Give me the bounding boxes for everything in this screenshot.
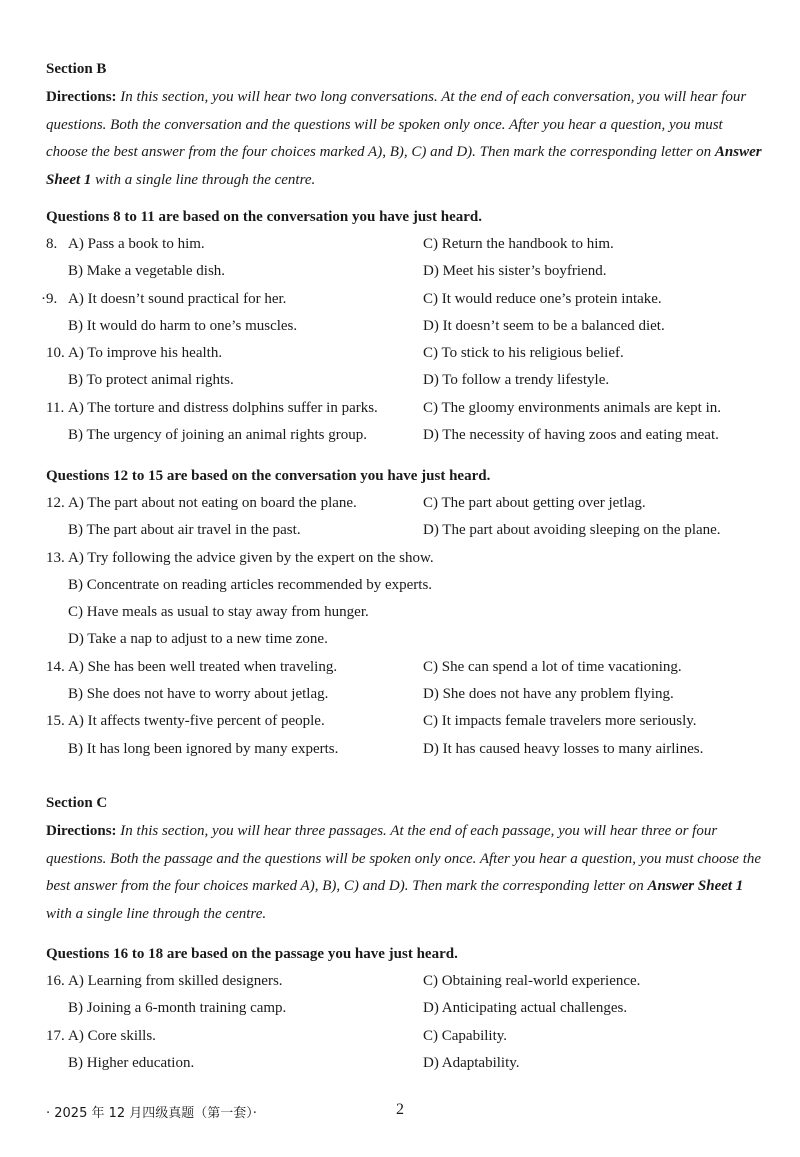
option-a: A) Pass a book to him. (68, 236, 205, 252)
directions-text-end: with a single line through the centre. (46, 905, 267, 922)
question-15-row2 (0, 739, 800, 759)
answer-sheet-label: Answer Sheet 1 (46, 144, 762, 188)
option-a: A) Learning from skilled designers. (68, 973, 283, 989)
option-a: A) It affects twenty-five percent of people. (68, 713, 325, 729)
footer-exam-label: · 2025 年 12 月四级真题（第一套）· (46, 1106, 257, 1121)
option-d: D) Meet his sister’s boyfriend. (423, 263, 607, 279)
option-a: A) The part about not eating on board the plane. (68, 495, 357, 511)
option-d: D) The necessity of having zoos and eating meat. (423, 427, 719, 443)
option-d: D) Adaptability. (423, 1055, 520, 1071)
option-c: C) She can spend a lot of time vacationing. (423, 659, 682, 675)
question-15-row1 (0, 711, 800, 731)
option-d: D) She does not have any problem flying. (423, 686, 674, 702)
option-c: C) The part about getting over jetlag. (423, 495, 646, 511)
question-13-row1 (0, 548, 800, 568)
option-c: C) Have meals as usual to stay away from hunger. (68, 604, 369, 620)
directions-label: Directions: (46, 89, 117, 105)
question-number: 12. (46, 495, 65, 511)
question-number: 15. (46, 713, 65, 729)
question-12-row1 (0, 493, 800, 513)
section-b-directions (46, 84, 766, 194)
question-16-row1 (0, 971, 800, 991)
question-10-row2 (0, 370, 800, 390)
question-number: 13. (46, 550, 65, 566)
group-heading-8-11: Questions 8 to 11 are based on the conversation you have just heard. (46, 209, 482, 225)
question-number: 17. (46, 1028, 65, 1044)
option-c: C) It impacts female travelers more seriously. (423, 713, 697, 729)
question-8-row1 (0, 234, 800, 254)
option-d: D) Take a nap to adjust to a new time zone. (68, 631, 328, 647)
option-a: A) Try following the advice given by the expert on the show. (68, 550, 434, 566)
option-c: C) Return the handbook to him. (423, 236, 614, 252)
question-16-row2 (0, 998, 800, 1018)
option-a: A) To improve his health. (68, 345, 223, 361)
question-17-row2 (0, 1053, 800, 1073)
option-b: B) The part about air travel in the past. (68, 522, 301, 538)
option-a: A) The torture and distress dolphins suffer in parks. (68, 400, 378, 416)
question-17-row1 (0, 1026, 800, 1046)
option-d: D) It doesn’t seem to be a balanced diet. (423, 318, 665, 334)
option-a: A) She has been well treated when traveling. (68, 659, 338, 675)
question-11-row2 (0, 425, 800, 445)
directions-label: Directions: (46, 823, 117, 839)
option-d: D) The part about avoiding sleeping on the plane. (423, 522, 721, 538)
option-b: B) Make a vegetable dish. (68, 263, 226, 279)
group-heading-16-18: Questions 16 to 18 are based on the passage you have just heard. (46, 946, 458, 962)
option-c: C) To stick to his religious belief. (423, 345, 624, 361)
option-b: B) She does not have to worry about jetlag. (68, 686, 329, 702)
option-b: B) Concentrate on reading articles recommended by experts. (68, 577, 433, 593)
option-d: D) Anticipating actual challenges. (423, 1000, 628, 1016)
option-d: D) It has caused heavy losses to many airlines. (423, 741, 704, 757)
question-14-row1 (0, 657, 800, 677)
question-9-row2 (0, 316, 800, 336)
question-13-row4 (0, 629, 800, 649)
section-b-title: Section B (46, 61, 107, 77)
question-number: ·9. (41, 291, 58, 307)
option-c: C) Capability. (423, 1028, 508, 1044)
option-d: D) To follow a trendy lifestyle. (423, 372, 610, 388)
directions-text-end: with a single line through the centre. (91, 171, 316, 188)
option-c: C) Obtaining real-world experience. (423, 973, 641, 989)
question-12-row2 (0, 520, 800, 540)
group-heading-12-15: Questions 12 to 15 are based on the conversation you have just heard. (46, 468, 491, 484)
question-11-row1 (0, 398, 800, 418)
option-b: B) Higher education. (68, 1055, 195, 1071)
directions-text: In this section, you will hear two long conversations. At the end of each conversation, you will hear four questions. Both the conversation and the questions will be spoken only once. After you hear a question, you must choose the best answer from the four choices marked A), B), C) and D). Then mark the corresponding letter on (46, 89, 747, 160)
option-b: B) It would do harm to one’s muscles. (68, 318, 298, 334)
option-b: B) To protect animal rights. (68, 372, 234, 388)
question-13-row3 (0, 602, 800, 622)
question-9-row1 (0, 289, 800, 309)
option-a: A) Core skills. (68, 1028, 156, 1044)
question-14-row2 (0, 684, 800, 704)
question-number: 16. (46, 973, 65, 989)
question-number: 10. (46, 345, 65, 361)
page-number: 2 (396, 1101, 404, 1118)
question-number: 8. (46, 236, 58, 252)
question-8-row2 (0, 261, 800, 281)
option-b: B) It has long been ignored by many experts. (68, 741, 339, 757)
question-number: 14. (46, 659, 65, 675)
section-c-title: Section C (46, 795, 108, 811)
section-c-directions (46, 818, 766, 928)
directions-text: In this section, you will hear three passages. At the end of each passage, you will hear three or four questions. Both the passage and the questions will be spoken only once. After you hear a question, you must choose the best answer from the four choices marked A), B), C) and D). Then mark the corresponding letter on (46, 823, 762, 894)
option-c: C) It would reduce one’s protein intake. (423, 291, 662, 307)
question-13-row2 (0, 575, 800, 595)
option-b: B) Joining a 6-month training camp. (68, 1000, 287, 1016)
question-number: 11. (46, 400, 65, 416)
option-a: A) It doesn’t sound practical for her. (68, 291, 287, 307)
question-10-row1 (0, 343, 800, 363)
option-c: C) The gloomy environments animals are kept in. (423, 400, 721, 416)
option-b: B) The urgency of joining an animal rights group. (68, 427, 367, 443)
answer-sheet-label: Answer Sheet 1 (647, 878, 744, 894)
